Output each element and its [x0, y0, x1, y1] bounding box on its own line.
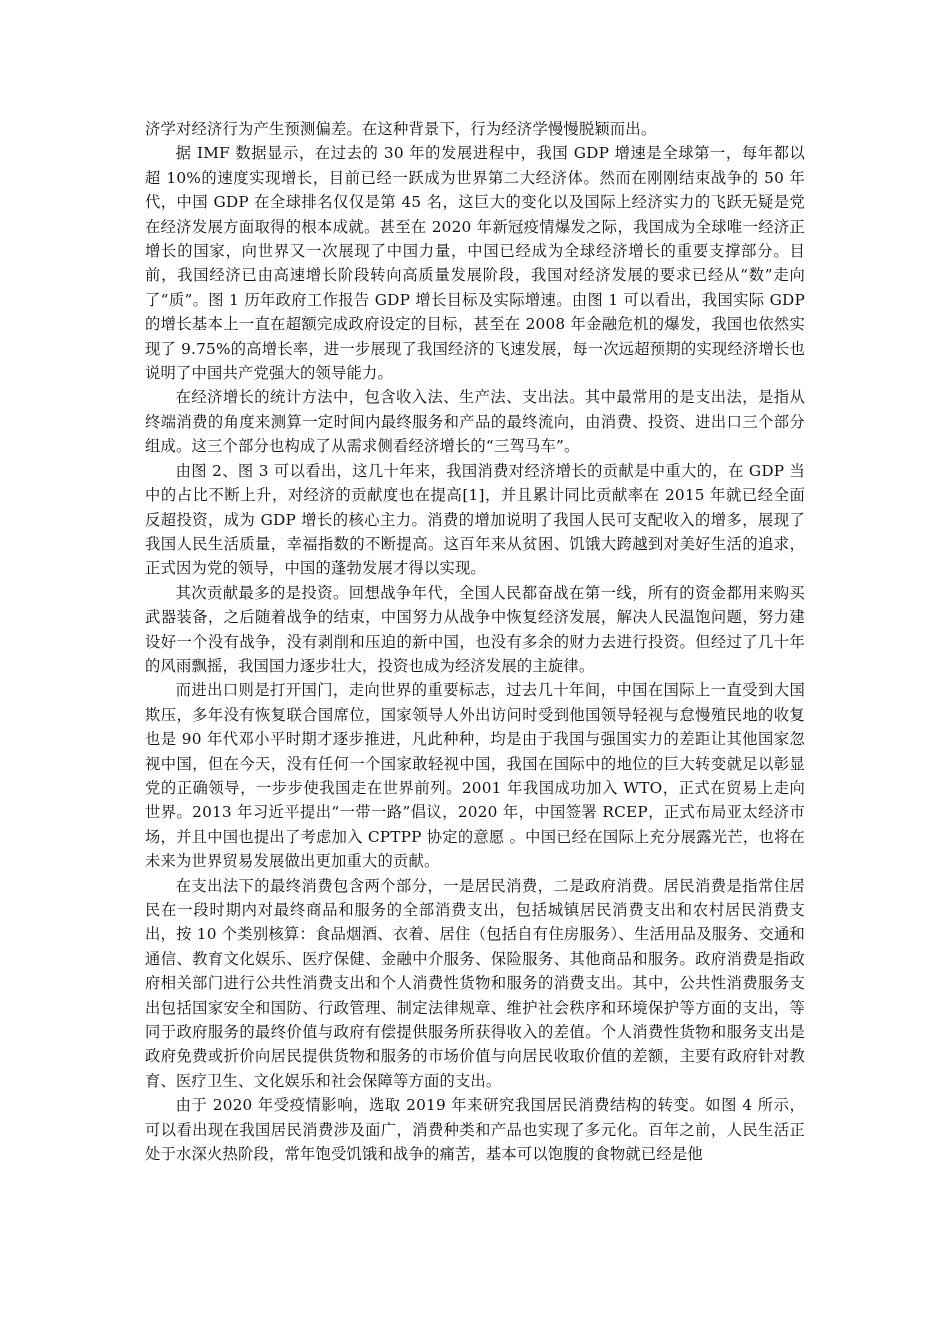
paragraph-1: 济学对经济行为产生预测偏差。在这种背景下，行为经济学慢慢脱颖而出。 — [145, 120, 657, 138]
paragraph-2: 据 IMF 数据显示，在过去的 30 年的发展进程中，我国 GDP 增速是全球第一，每年都以超 10%的速度实现增长，目前已经一跃成为世界第二大经济体。然而在刚刚结束战争的 50 年代，中国 GDP 在全球排名仅仅是第 45 名，这巨大的变化以及国际上经济实力的飞跃无疑是党在经济发展方面取得的根本成就。甚至在 2020 年新冠疫情爆发之际，我国成为全球唯一经济正增长的国家，向世界又一次展现了中国力量，中国已经成为全球经济增长的重要支撑部分。目前，我国经济已由高速增长阶段转向高质量发展阶段，我国对经济发展的要求已经从“数”走向了“质”。图 1 历年政府工作报告 GDP 增长目标及实际增速。由图 1 可以看出，我国实际 GDP 的增长基本上一直在超额完成政府设定的目标，甚至在 2008 年金融危机的爆发，我国也依然实现了 9.75%的高增长率，进一步展现了我国经济的飞速发展，每一次远超预期的实现经济增长也说明了中国共产党强大的领导能力。 — [145, 144, 805, 383]
paragraph-8: 由于 2020 年受疫情影响，选取 2019 年来研究我国居民消费结构的转变。如图 4 所示，可以看出现在我国居民消费涉及面广，消费种类和产品也实现了多元化。百年之前，人民生活正处于水深火热阶段，常年饱受饥饿和战争的痛苦，基本可以饱腹的食物就已经是他 — [145, 1096, 805, 1164]
paragraph-6: 而进出口则是打开国门，走向世界的重要标志，过去几十年间，中国在国际上一直受到大国欺压，多年没有恢复联合国席位，国家领导人外出访问时受到他国领导轻视与怠慢殖民地的收复也是 90 年代邓小平时期才逐步推进，凡此种种，均是由于我国与强国实力的差距让其他国家忽视中国，但在今天，没有任何一个国家敢轻视中国，我国在国际中的地位的巨大转变就足以彰显党的正确领导，一步步使我国走在世界前列。2001 年我国成功加入 WTO，正式在贸易上走向世界。2013 年习近平提出“一带一路”倡议，2020 年，中国签署 RCEP，正式布局亚太经济市场，并且中国也提出了考虑加入 CPTPP 协定的意愿 。中国已经在国际上充分展露光芒，也将在未来为世界贸易发展做出更加重大的贡献。 — [145, 681, 805, 871]
paragraph-4: 由图 2、图 3 可以看出，这几十年来，我国消费对经济增长的贡献是中重大的，在 GDP 当中的占比不断上升，对经济的贡献度也在提高[1]，并且累计同比贡献率在 2015 年就已经全面反超投资，成为 GDP 增长的核心主力。消费的增加说明了我国人民可支配收入的增多，展现了我国人民生活质量，幸福指数的不断提高。这百年来从贫困、饥饿大跨越到对美好生活的追求，正式因为党的领导，中国的蓬勃发展才得以实现。 — [145, 461, 805, 578]
paragraph-5: 其次贡献最多的是投资。回想战争年代，全国人民都奋战在第一线，所有的资金都用来购买武器装备，之后随着战争的结束，中国努力从战争中恢复经济发展，解决人民温饱问题，努力建设好一个没有战争，没有剥削和压迫的新中国，也没有多余的财力去进行投资。但经过了几十年的风雨飘摇，我国国力逐步壮大，投资也成为经济发展的主旋律。 — [145, 583, 805, 675]
body-text — [145, 117, 805, 1166]
paragraph-7: 在支出法下的最终消费包含两个部分，一是居民消费，二是政府消费。居民消费是指常住居民在一段时期内对最终商品和服务的全部消费支出，包括城镇居民消费支出和农村居民消费支出，按 10 个类别核算：食品烟酒、衣着、居住（包括自有住房服务）、生活用品及服务、交通和通信、教育文化娱乐、医疗保健、金融中介服务、保险服务、其他商品和服务。政府消费是指政府相关部门进行公共性消费支出和个人消费性货物和服务的消费支出。其中，公共性消费服务支出包括国家安全和国防、行政管理、制定法律规章、维护社会秩序和环境保护等方面的支出，等同于政府服务的最终价值与政府有偿提供服务所获得收入的差值。个人消费性货物和服务支出是政府免费或折价向居民提供货物和服务的市场价值与向居民收取价值的差额，主要有政府针对教育、医疗卫生、文化娱乐和社会保障等方面的支出。 — [145, 876, 805, 1090]
paragraph-3: 在经济增长的统计方法中，包含收入法、生产法、支出法。其中最常用的是支出法，是指从终端消费的角度来测算一定时间内最终服务和产品的最终流向，由消费、投资、进出口三个部分组成。这三个部分也构成了从需求侧看经济增长的“三驾马车”。 — [145, 388, 805, 456]
